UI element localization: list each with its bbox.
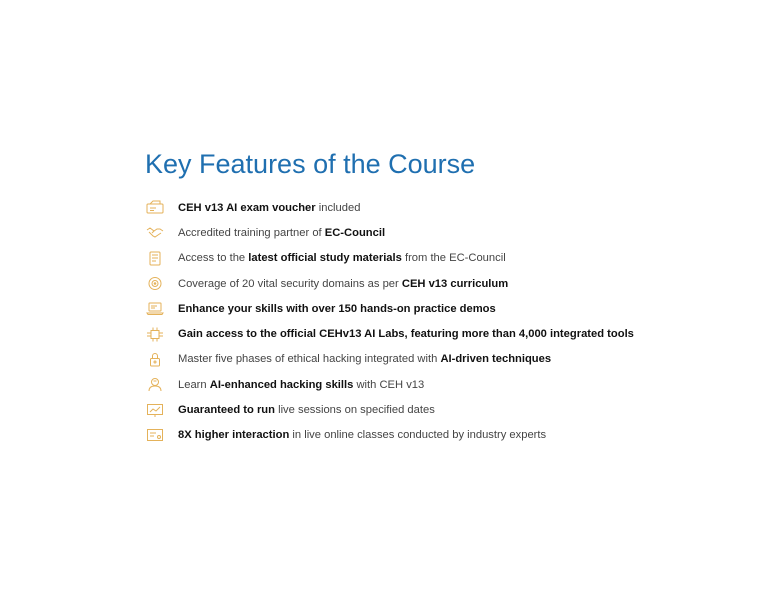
features-section: [145, 147, 745, 448]
book-icon: [145, 250, 164, 266]
lock-icon: [145, 351, 164, 367]
section-title: Key Features of the Course: [145, 149, 476, 179]
feature-item: Coverage of 20 vital security domains as per CEH v13 curriculum: [145, 271, 745, 296]
feature-item: Enhance your skills with over 150 hands-on practice demos: [145, 296, 745, 321]
feature-item: Accredited training partner of EC-Council: [145, 220, 745, 245]
feature-item: Learn AI-enhanced hacking skills with CEH v13: [145, 372, 745, 397]
feature-item: 8X higher interaction in live online classes conducted by industry experts: [145, 423, 745, 448]
handshake-icon: [145, 225, 164, 241]
feature-item: Master five phases of ethical hacking integrated with AI-driven techniques: [145, 347, 745, 372]
video-class-icon: [145, 427, 164, 443]
laptop-icon: [145, 301, 164, 317]
presentation-icon: [145, 402, 164, 418]
feature-item: Gain access to the official CEHv13 AI Labs, featuring more than 4,000 integrated tools: [145, 321, 745, 346]
feature-item: Access to the latest official study materials from the EC-Council: [145, 246, 745, 271]
feature-item: CEH v13 AI exam voucher included: [145, 195, 745, 220]
ai-chip-icon: [145, 326, 164, 342]
features-list: [145, 195, 745, 448]
voucher-icon: [145, 200, 164, 216]
target-icon: [145, 276, 164, 292]
feature-item: Guaranteed to run live sessions on specified dates: [145, 397, 745, 422]
brain-icon: [145, 377, 164, 393]
